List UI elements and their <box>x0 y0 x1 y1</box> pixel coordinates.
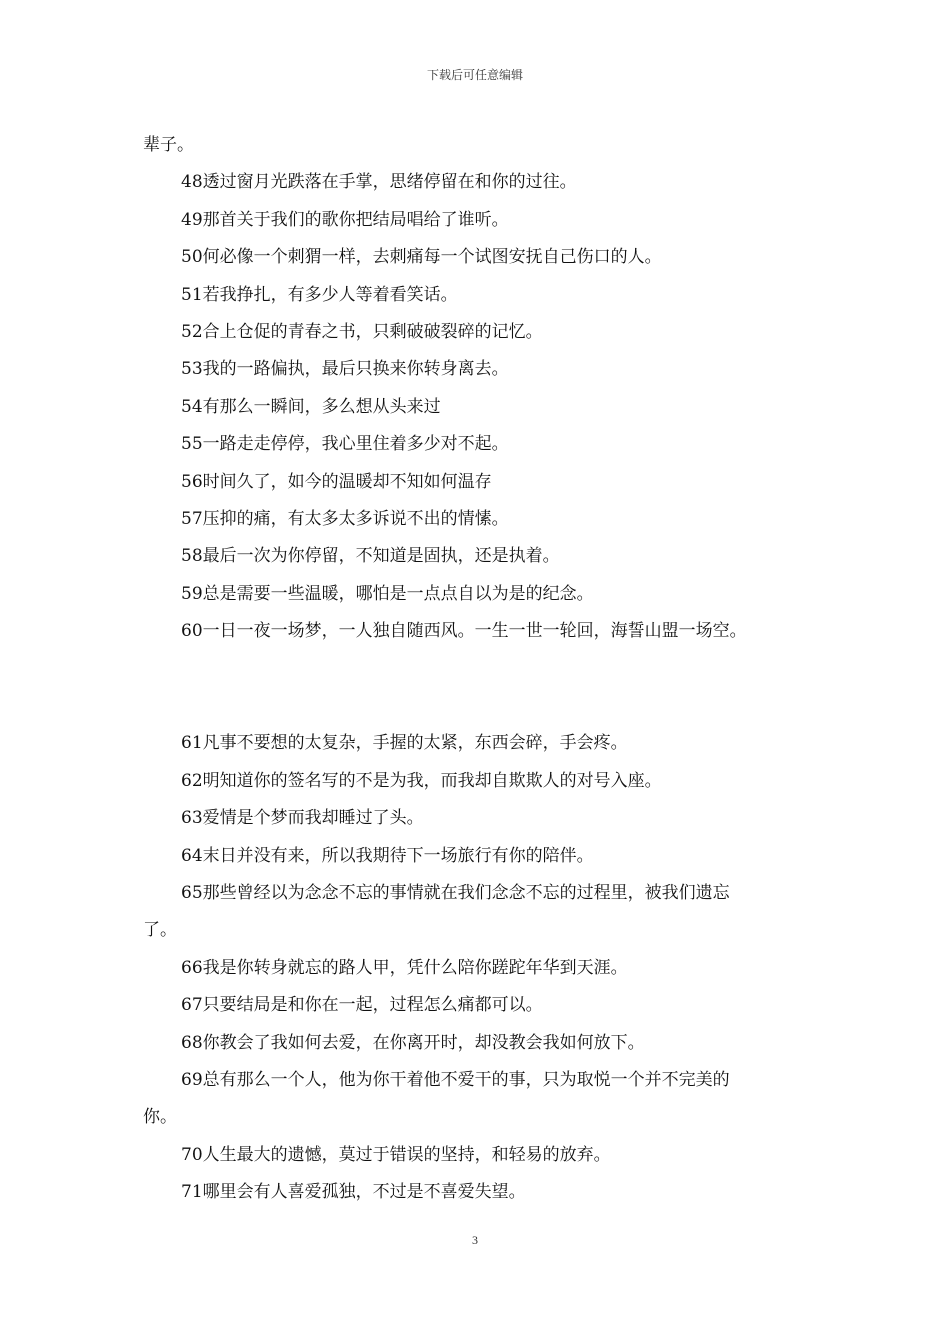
list-item-57 <box>143 501 823 538</box>
item-number: 70 <box>181 1144 203 1165</box>
page-header: 下载后可任意编辑 <box>426 68 523 82</box>
item-number: 53 <box>181 359 203 380</box>
item-number: 55 <box>181 434 203 455</box>
list-item-58 <box>143 538 823 575</box>
list-item-63 <box>143 800 823 837</box>
item-number: 50 <box>181 247 203 268</box>
item-text: 压抑的痛，有太多太多诉说不出的情愫。 <box>202 508 509 529</box>
quote-list-2 <box>143 725 823 1211</box>
quote-list-1 <box>143 164 823 650</box>
item-number: 68 <box>181 1032 203 1053</box>
list-item-65-continuation: 了。 <box>143 920 177 941</box>
item-number: 61 <box>181 733 203 754</box>
list-item-50 <box>143 239 823 276</box>
item-text: 那首关于我们的歌你把结局唱给了谁听。 <box>202 209 509 230</box>
item-text: 总是需要一些温暖，哪怕是一点点自以为是的纪念。 <box>202 583 594 604</box>
item-text: 爱情是个梦而我却睡过了头。 <box>202 808 424 829</box>
item-number: 66 <box>181 957 203 978</box>
item-number: 49 <box>181 209 203 230</box>
item-text: 若我挣扎，有多少人等着看笑话。 <box>202 284 458 305</box>
list-item-66 <box>143 950 823 987</box>
list-item-49 <box>143 202 823 239</box>
list-item-70 <box>143 1137 823 1174</box>
list-item-65 <box>143 875 823 912</box>
list-item-68 <box>143 1025 823 1062</box>
item-number: 54 <box>181 396 203 417</box>
item-number: 60 <box>181 621 203 642</box>
item-number: 65 <box>181 883 203 904</box>
item-text: 哪里会有人喜爱孤独，不过是不喜爱失望。 <box>202 1182 526 1203</box>
item-text: 合上仓促的青春之书，只剩破破裂碎的记忆。 <box>202 321 543 342</box>
document-body <box>143 127 823 1212</box>
list-item-53 <box>143 351 823 388</box>
item-text: 我的一路偏执，最后只换来你转身离去。 <box>202 359 509 380</box>
item-number: 64 <box>181 845 203 866</box>
item-number: 59 <box>181 583 203 604</box>
list-item-61 <box>143 725 823 762</box>
item-text: 一日一夜一场梦，一人独自随西风。一生一世一轮回，海誓山盟一场空。 <box>202 621 747 642</box>
item-number: 56 <box>181 471 203 492</box>
item-number: 48 <box>181 172 203 193</box>
list-item-64 <box>143 838 823 875</box>
section-gap <box>143 650 823 725</box>
item-text: 一路走走停停，我心里住着多少对不起。 <box>202 434 509 455</box>
list-item-59 <box>143 576 823 613</box>
item-number: 58 <box>181 546 203 567</box>
item-number: 71 <box>181 1182 203 1203</box>
item-number: 52 <box>181 321 203 342</box>
list-item-56 <box>143 464 823 501</box>
item-text: 我是你转身就忘的路人甲，凭什么陪你蹉跎年华到天涯。 <box>202 957 628 978</box>
list-item-69-continuation: 你。 <box>143 1107 177 1128</box>
paragraph-continuation: 辈子。 <box>143 135 194 155</box>
item-text: 人生最大的遗憾，莫过于错误的坚持，和轻易的放弃。 <box>202 1144 611 1165</box>
item-text: 何必像一个刺猬一样，去刺痛每一个试图安抚自己伤口的人。 <box>202 247 662 268</box>
item-number: 51 <box>181 284 203 305</box>
list-item-55 <box>143 426 823 463</box>
list-item-48 <box>143 164 823 201</box>
item-text: 有那么一瞬间，多么想从头来过 <box>202 396 441 417</box>
list-item-69 <box>143 1062 823 1099</box>
item-number: 62 <box>181 770 203 791</box>
list-item-54 <box>143 389 823 426</box>
list-item-62 <box>143 763 823 800</box>
item-number: 63 <box>181 808 203 829</box>
item-text: 时间久了，如今的温暖却不知如何温存 <box>202 471 492 492</box>
item-text: 你教会了我如何去爱，在你离开时，却没教会我如何放下。 <box>202 1032 645 1053</box>
list-item-52 <box>143 314 823 351</box>
item-text: 透过窗月光跌落在手掌，思绪停留在和你的过往。 <box>202 172 577 193</box>
item-text: 凡事不要想的太复杂，手握的太紧，东西会碎，手会疼。 <box>202 733 628 754</box>
item-text: 末日并没有来，所以我期待下一场旅行有你的陪伴。 <box>202 845 594 866</box>
item-number: 67 <box>181 995 203 1016</box>
item-text: 最后一次为你停留，不知道是固执，还是执着。 <box>202 546 560 567</box>
page-number: 3 <box>472 1233 478 1247</box>
list-item-71 <box>143 1174 823 1211</box>
item-text: 总有那么一个人，他为你干着他不爱干的事，只为取悦一个并不完美的 <box>202 1069 730 1090</box>
item-text: 明知道你的签名写的不是为我，而我却自欺欺人的对号入座。 <box>202 770 662 791</box>
item-number: 69 <box>181 1069 203 1090</box>
item-text: 那些曾经以为念念不忘的事情就在我们念念不忘的过程里，被我们遗忘 <box>202 883 730 904</box>
list-item-51 <box>143 277 823 314</box>
item-number: 57 <box>181 508 203 529</box>
list-item-67 <box>143 987 823 1024</box>
list-item-60 <box>143 613 823 650</box>
item-text: 只要结局是和你在一起，过程怎么痛都可以。 <box>202 995 543 1016</box>
